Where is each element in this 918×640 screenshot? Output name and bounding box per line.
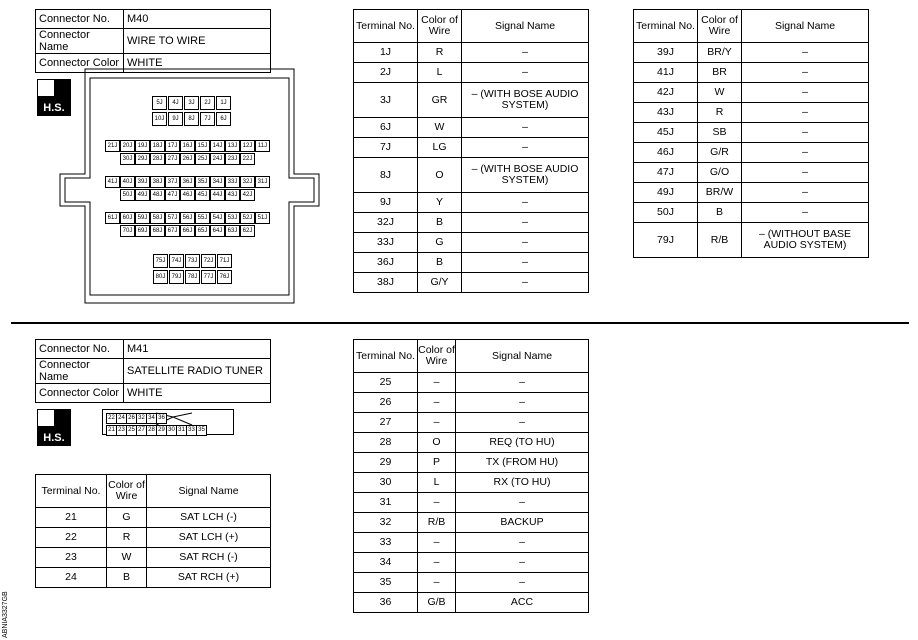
terminal-no-cell: 32J (354, 213, 418, 233)
terminal-no-cell: 38J (354, 273, 418, 293)
pin-label: 74J (169, 254, 184, 268)
signal-name-cell: RX (TO HU) (456, 473, 589, 493)
terminal-no-cell: 34 (354, 553, 418, 573)
wire-color-cell: BR/Y (698, 43, 742, 63)
table-row (634, 203, 869, 223)
terminal-no-cell: 46J (634, 143, 698, 163)
signal-name-cell: – (456, 393, 589, 413)
wire-color-cell: W (107, 548, 147, 568)
signal-name-header: Signal Name (742, 10, 869, 43)
terminal-no-header: Terminal No. (36, 475, 107, 508)
m41-terminal-table-2 (353, 339, 589, 613)
table-row (36, 528, 271, 548)
pin-label: 69J (135, 225, 150, 237)
wire-color-cell: L (418, 63, 462, 83)
table-row (354, 273, 589, 293)
pin-label: 26J (180, 153, 195, 165)
terminal-no-cell: 1J (354, 43, 418, 63)
wire-color-header: Color of Wire (698, 10, 742, 43)
signal-name-cell: – (462, 213, 589, 233)
terminal-no-cell: 45J (634, 123, 698, 143)
terminal-no-cell: 7J (354, 138, 418, 158)
signal-name-cell: – (742, 63, 869, 83)
pin-label: 35J (195, 176, 210, 188)
pin-label: 54J (210, 212, 225, 224)
wire-color-cell: BR (698, 63, 742, 83)
signal-name-cell: SAT LCH (-) (147, 508, 271, 528)
pin-label: 30J (120, 153, 135, 165)
wire-color-header: Color of Wire (418, 340, 456, 373)
table-row (634, 163, 869, 183)
wire-color-cell: B (698, 203, 742, 223)
pin-label: 62J (240, 225, 255, 237)
signal-name-cell: – (742, 183, 869, 203)
connector-no-value: M41 (124, 340, 271, 359)
terminal-no-cell: 2J (354, 63, 418, 83)
pin-label: 35 (196, 425, 207, 436)
pin-label: 18J (150, 140, 165, 152)
hs-label: H.S. (43, 432, 65, 444)
terminal-no-cell: 27 (354, 413, 418, 433)
wire-color-cell: G (107, 508, 147, 528)
pin-label: 73J (185, 254, 200, 268)
signal-name-cell: – (462, 43, 589, 63)
pin-label: 33 (186, 425, 197, 436)
signal-name-cell: REQ (TO HU) (456, 433, 589, 453)
table-row (354, 553, 589, 573)
terminal-no-cell: 24 (36, 568, 107, 588)
pin-label: 19J (135, 140, 150, 152)
pin-label: 38J (150, 176, 165, 188)
pin-label: 17J (165, 140, 180, 152)
pin-label: 52J (240, 212, 255, 224)
wire-color-cell: G/O (698, 163, 742, 183)
terminal-no-cell: 35 (354, 573, 418, 593)
signal-name-cell: – (742, 43, 869, 63)
pin-label: 30 (166, 425, 177, 436)
terminal-no-cell: 50J (634, 203, 698, 223)
pin-label: 24 (116, 413, 127, 424)
connector-no-label: Connector No. (36, 10, 124, 29)
table-row (354, 43, 589, 63)
signal-name-cell: – (462, 63, 589, 83)
connector-name-value: WIRE TO WIRE (124, 29, 271, 54)
pin-label: 45J (195, 189, 210, 201)
terminal-no-cell: 23 (36, 548, 107, 568)
signal-name-cell: – (462, 193, 589, 213)
table-row (36, 508, 271, 528)
table-row (354, 253, 589, 273)
table-row (354, 118, 589, 138)
table-row (354, 493, 589, 513)
signal-name-cell: – (462, 233, 589, 253)
pin-label: 51J (255, 212, 270, 224)
terminal-no-cell: 31 (354, 493, 418, 513)
pin-label: 64J (210, 225, 225, 237)
signal-name-header: Signal Name (147, 475, 271, 508)
wire-color-cell: GR (418, 83, 462, 118)
table-row (634, 223, 869, 258)
pin-label: 80J (153, 270, 168, 284)
signal-name-cell: – (742, 123, 869, 143)
terminal-no-cell: 41J (634, 63, 698, 83)
table-row (354, 453, 589, 473)
table-row (354, 63, 589, 83)
pin-label: 39J (135, 176, 150, 188)
wire-color-cell: O (418, 433, 456, 453)
pin-label: 25J (195, 153, 210, 165)
terminal-no-cell: 36 (354, 593, 418, 613)
pin-label: 36 (156, 413, 167, 424)
m41-connector-info-table (35, 339, 271, 403)
pin-label: 36J (180, 176, 195, 188)
wire-color-cell: R/B (418, 513, 456, 533)
pin-label: 70J (120, 225, 135, 237)
table-row (354, 393, 589, 413)
terminal-no-cell: 28 (354, 433, 418, 453)
pin-label: 42J (240, 189, 255, 201)
table-row (634, 83, 869, 103)
table-row (354, 533, 589, 553)
pin-label: 9J (168, 112, 183, 126)
pin-label: 61J (105, 212, 120, 224)
pin-label: 31 (176, 425, 187, 436)
wire-color-cell: R (698, 103, 742, 123)
table-row (36, 568, 271, 588)
table-row (634, 43, 869, 63)
terminal-no-cell: 8J (354, 158, 418, 193)
signal-name-cell: – (WITHOUT BASE AUDIO SYSTEM) (742, 223, 869, 258)
m40-connector-info-table (35, 9, 271, 73)
pin-label: 53J (225, 212, 240, 224)
table-row (634, 143, 869, 163)
terminal-no-cell: 32 (354, 513, 418, 533)
wire-color-cell: – (418, 373, 456, 393)
wire-color-cell: G/R (698, 143, 742, 163)
terminal-no-cell: 9J (354, 193, 418, 213)
pin-label: 26 (126, 413, 137, 424)
pin-label: 66J (180, 225, 195, 237)
pin-label: 65J (195, 225, 210, 237)
pin-label: 68J (150, 225, 165, 237)
pin-label: 60J (120, 212, 135, 224)
table-row (354, 158, 589, 193)
wire-color-cell: LG (418, 138, 462, 158)
section-divider (11, 322, 909, 324)
m41-terminal-table-1 (35, 474, 271, 588)
pin-label: 7J (200, 112, 215, 126)
pin-label: 10J (152, 112, 167, 126)
signal-name-cell: – (WITH BOSE AUDIO SYSTEM) (462, 83, 589, 118)
pin-label: 25 (126, 425, 137, 436)
pin-label: 43J (225, 189, 240, 201)
pin-label: 21 (106, 425, 117, 436)
pin-label: 22J (240, 153, 255, 165)
pin-label: 34 (146, 413, 157, 424)
signal-name-cell: SAT RCH (-) (147, 548, 271, 568)
pin-label: 41J (105, 176, 120, 188)
pin-label: 67J (165, 225, 180, 237)
signal-name-cell: – (456, 573, 589, 593)
table-row (354, 138, 589, 158)
wire-color-cell: B (418, 253, 462, 273)
signal-name-cell: SAT LCH (+) (147, 528, 271, 548)
wire-color-cell: G/Y (418, 273, 462, 293)
pin-label: 71J (217, 254, 232, 268)
pin-label: 50J (120, 189, 135, 201)
pin-label: 3J (184, 96, 199, 110)
wire-color-header: Color of Wire (107, 475, 147, 508)
wire-color-cell: SB (698, 123, 742, 143)
terminal-no-cell: 47J (634, 163, 698, 183)
signal-name-cell: – (456, 413, 589, 433)
terminal-no-cell: 43J (634, 103, 698, 123)
wire-color-header: Color of Wire (418, 10, 462, 43)
table-row (354, 233, 589, 253)
signal-name-cell: – (456, 373, 589, 393)
pin-label: 32 (136, 413, 147, 424)
table-row (634, 183, 869, 203)
terminal-no-cell: 33J (354, 233, 418, 253)
connector-name-label: Connector Name (36, 359, 124, 384)
connector-color-label: Connector Color (36, 54, 124, 73)
pin-label: 33J (225, 176, 240, 188)
table-row (354, 373, 589, 393)
pin-label: 49J (135, 189, 150, 201)
wire-color-cell: W (698, 83, 742, 103)
wire-color-cell: B (418, 213, 462, 233)
pin-label: 23J (225, 153, 240, 165)
terminal-no-cell: 29 (354, 453, 418, 473)
terminal-no-cell: 39J (634, 43, 698, 63)
pin-label: 57J (165, 212, 180, 224)
connector-color-value: WHITE (124, 54, 271, 73)
pin-label: 2J (200, 96, 215, 110)
signal-name-header: Signal Name (462, 10, 589, 43)
pin-label: 79J (169, 270, 184, 284)
signal-name-cell: – (456, 493, 589, 513)
table-row (634, 103, 869, 123)
pin-label: 63J (225, 225, 240, 237)
wire-color-cell: – (418, 573, 456, 593)
pin-label: 32J (240, 176, 255, 188)
terminal-no-cell: 42J (634, 83, 698, 103)
pin-label: 4J (168, 96, 183, 110)
pin-label: 29J (135, 153, 150, 165)
wire-color-cell: Y (418, 193, 462, 213)
wire-color-cell: G (418, 233, 462, 253)
pin-label: 28J (150, 153, 165, 165)
table-row (354, 473, 589, 493)
figure-code: ABNIA3327GB (2, 591, 9, 638)
table-row (354, 83, 589, 118)
table-row (354, 513, 589, 533)
pin-label: 6J (216, 112, 231, 126)
connector-color-label: Connector Color (36, 384, 124, 403)
terminal-no-header: Terminal No. (354, 10, 418, 43)
table-row (354, 413, 589, 433)
hs-view-icon (37, 409, 71, 446)
connector-name-value: SATELLITE RADIO TUNER (124, 359, 271, 384)
signal-name-cell: – (462, 253, 589, 273)
terminal-no-cell: 21 (36, 508, 107, 528)
table-row (354, 193, 589, 213)
signal-name-cell: – (742, 163, 869, 183)
pin-label: 56J (180, 212, 195, 224)
pin-label: 23 (116, 425, 127, 436)
signal-name-cell: – (456, 533, 589, 553)
signal-name-cell: – (742, 103, 869, 123)
pin-label: 16J (180, 140, 195, 152)
pin-label: 13J (225, 140, 240, 152)
terminal-no-cell: 36J (354, 253, 418, 273)
pin-label: 58J (150, 212, 165, 224)
pin-label: 27 (136, 425, 147, 436)
wire-color-cell: R (418, 43, 462, 63)
pin-label: 34J (210, 176, 225, 188)
hs-label: H.S. (43, 102, 65, 114)
terminal-no-cell: 33 (354, 533, 418, 553)
table-row (354, 573, 589, 593)
connector-no-value: M40 (124, 10, 271, 29)
signal-name-cell: BACKUP (456, 513, 589, 533)
pin-label: 20J (120, 140, 135, 152)
signal-name-header: Signal Name (456, 340, 589, 373)
pin-label: 22 (106, 413, 117, 424)
pin-label: 75J (153, 254, 168, 268)
wire-color-cell: W (418, 118, 462, 138)
terminal-no-cell: 3J (354, 83, 418, 118)
wire-color-cell: BR/W (698, 183, 742, 203)
wire-color-cell: – (418, 413, 456, 433)
pin-label: 31J (255, 176, 270, 188)
table-row (36, 548, 271, 568)
m40-terminal-table-1 (353, 9, 589, 293)
pin-label: 14J (210, 140, 225, 152)
pin-label: 77J (201, 270, 216, 284)
terminal-no-cell: 6J (354, 118, 418, 138)
pin-label: 46J (180, 189, 195, 201)
wire-color-cell: – (418, 533, 456, 553)
table-row (634, 63, 869, 83)
signal-name-cell: – (456, 553, 589, 573)
pin-label: 47J (165, 189, 180, 201)
pin-label: 11J (255, 140, 270, 152)
signal-name-cell: – (742, 83, 869, 103)
pin-label: 76J (217, 270, 232, 284)
pin-label: 59J (135, 212, 150, 224)
wire-color-cell: B (107, 568, 147, 588)
pin-label: 21J (105, 140, 120, 152)
wire-color-cell: – (418, 553, 456, 573)
pin-label: 55J (195, 212, 210, 224)
connector-color-value: WHITE (124, 384, 271, 403)
wire-color-cell: R/B (698, 223, 742, 258)
pin-label: 28 (146, 425, 157, 436)
table-row (354, 593, 589, 613)
pin-label: 78J (185, 270, 200, 284)
pin-label: 8J (184, 112, 199, 126)
table-row (354, 213, 589, 233)
pin-label: 27J (165, 153, 180, 165)
terminal-no-cell: 26 (354, 393, 418, 413)
signal-name-cell: – (462, 138, 589, 158)
terminal-no-cell: 30 (354, 473, 418, 493)
terminal-no-header: Terminal No. (354, 340, 418, 373)
terminal-no-header: Terminal No. (634, 10, 698, 43)
pin-label: 44J (210, 189, 225, 201)
pin-label: 24J (210, 153, 225, 165)
pin-label: 5J (152, 96, 167, 110)
connector-no-label: Connector No. (36, 340, 124, 359)
wire-color-cell: R (107, 528, 147, 548)
table-row (354, 433, 589, 453)
signal-name-cell: – (742, 143, 869, 163)
pin-label: 40J (120, 176, 135, 188)
terminal-no-cell: 49J (634, 183, 698, 203)
connector-name-label: Connector Name (36, 29, 124, 54)
signal-name-cell: – (462, 273, 589, 293)
pin-label: 29 (156, 425, 167, 436)
pin-label: 15J (195, 140, 210, 152)
wire-color-cell: G/B (418, 593, 456, 613)
pin-label: 1J (216, 96, 231, 110)
wire-color-cell: L (418, 473, 456, 493)
terminal-no-cell: 22 (36, 528, 107, 548)
m40-terminal-table-2 (633, 9, 869, 258)
table-row (634, 123, 869, 143)
wire-color-cell: P (418, 453, 456, 473)
wire-color-cell: – (418, 393, 456, 413)
signal-name-cell: – (WITH BOSE AUDIO SYSTEM) (462, 158, 589, 193)
pin-label: 48J (150, 189, 165, 201)
signal-name-cell: SAT RCH (+) (147, 568, 271, 588)
pin-label: 72J (201, 254, 216, 268)
wire-color-cell: – (418, 493, 456, 513)
pin-label: 37J (165, 176, 180, 188)
pin-label: 12J (240, 140, 255, 152)
signal-name-cell: – (462, 118, 589, 138)
terminal-no-cell: 79J (634, 223, 698, 258)
terminal-no-cell: 25 (354, 373, 418, 393)
signal-name-cell: TX (FROM HU) (456, 453, 589, 473)
signal-name-cell: – (742, 203, 869, 223)
signal-name-cell: ACC (456, 593, 589, 613)
wire-color-cell: O (418, 158, 462, 193)
